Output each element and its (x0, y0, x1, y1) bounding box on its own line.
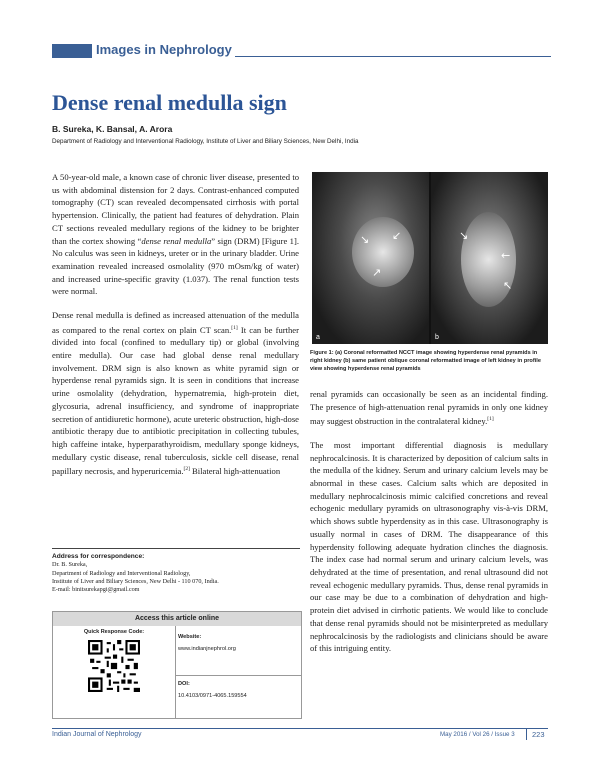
qr-label: Quick Response Code: (83, 629, 145, 635)
article-affiliation: Department of Radiology and Interventional Radiology, Institute of Liver and Biliary Sciences, New Delhi, India (52, 138, 359, 145)
body-paragraph-2 (52, 309, 299, 478)
body-paragraph-3 (310, 388, 548, 428)
footer-issue: May 2016 / Vol 26 / Issue 3 (440, 731, 515, 738)
correspondence-name: Dr. B. Sureka, (52, 561, 88, 569)
qr-column (53, 626, 176, 718)
website-link[interactable]: www.indianjnephrol.org (178, 646, 236, 652)
panel-letter-b: b (435, 334, 439, 341)
arrow-icon: ↗ (372, 266, 382, 279)
body-text-run: A 50-year-old male, a known case of chronic liver disease, presented to us with abdominal distension for 2 days. Contrast-enhanced computed tomography (CT) scan revealed decompensated cirrhosis with portal hypertension. Clinically, the patient had features of dehydration. Plain CT sections revealed medullary regions of the kidney to be brighter than the cortex showing “ (52, 172, 299, 246)
figure-panel-b (431, 172, 548, 344)
footer-page-number: 223 (532, 730, 545, 739)
body-column-right (310, 388, 548, 666)
body-paragraph-1 (52, 171, 299, 298)
correspondence-heading: Address for correspondence: (52, 553, 145, 560)
body-text-run: renal pyramids can occasionally be seen as an incidental finding. The presence of high-attenuation renal pyramids in only one kidney may suggest obstruction in the contralateral kidney. (310, 389, 548, 427)
arrow-icon: ↖ (503, 279, 513, 292)
body-italic-term: dense renal medulla (141, 235, 212, 246)
access-box-title: Access this article online (53, 612, 301, 626)
body-text-run: Dense renal medulla is defined as increased attenuation of the medulla as compared to the renal cortex on plain CT scan. (52, 310, 299, 335)
section-label: Images in Nephrology (96, 42, 232, 57)
arrow-icon: ↘ (360, 233, 370, 246)
section-rule (235, 56, 551, 57)
footer-separator (526, 729, 527, 740)
footer-rule (52, 728, 548, 729)
body-column-left (52, 171, 299, 489)
correspondence-email[interactable]: E-mail: binitsurekapgi@gmail.com (52, 586, 140, 594)
citation-ref[interactable]: [1] (231, 324, 238, 331)
article-authors: B. Sureka, K. Bansal, A. Arora (52, 124, 173, 134)
correspondence-line: Institute of Liver and Biliary Sciences, New Delhi - 110 070, India. (52, 577, 219, 585)
qr-code-icon[interactable] (88, 640, 140, 692)
section-color-bar (52, 44, 92, 58)
arrow-icon: ↘ (459, 229, 469, 242)
website-label: Website: (178, 634, 202, 640)
figure-1-image (312, 172, 548, 344)
correspondence-block (52, 553, 300, 594)
info-divider (175, 675, 301, 676)
body-text-run: Bilateral high-attenuation (189, 466, 281, 477)
citation-ref[interactable]: [1] (487, 416, 494, 423)
arrow-icon: ↙ (392, 229, 402, 242)
footer-journal: Indian Journal of Nephrology (52, 731, 142, 738)
body-text-run: ” sign (DRM) [Figure 1]. No calculus was seen in kidneys, ureter or in the urinary bladder. Urine examination revealed increased osmolality (970 mOsm/kg of water) and increased urine-specific gravity (1.037). The renal function tests were normal. (52, 235, 299, 297)
panel-letter-a: a (316, 334, 320, 341)
doi-label: DOI: (178, 681, 190, 687)
figure-caption: Figure 1: (a) Coronal reformatted NCCT image showing hyperdense renal pyramids in right kidney (b) same patient oblique coronal reformatted image of left kidney in profile view showing hyperdense renal pyramids (310, 350, 541, 373)
website-info (178, 634, 298, 652)
body-paragraph-4: The most important differential diagnosis is medullary nephrocalcinosis. It is characterized by deposition of calcium salts in the medulla of the kidney. Serum and urinary calcium levels may be abnormal in these cases. Calcium salts which are deposited in medullary nephrocalcinosis mimic calcified concretions and reveal echogenic medullary pyramids on ultrasonography vis-à-vis DRM, which shows subtle hyperdensity as in this case. Ultrasonography is usually normal in cases of DRM. The disappearance of this hyperdensity following adequate hydration clinches the diagnosis. The index case had normal serum and urinary calcium levels, was dehydrated at the time of presentation, and renal ultrasound did not reveal echogenic medullary pyramids. Thus, dense renal pyramids in our case may be due to a combination of dehydration and high-protein diet advised in cirrhotic patients. We would like to conclude that dense renal pyramids should not be misinterpreted as medullary nephrocalcinosis by the radiologists and clinicians should be aware of this intriguing entity. (310, 439, 548, 654)
doi-info (178, 681, 298, 699)
kidney-shape (352, 217, 414, 287)
access-online-box (52, 611, 302, 719)
figure-panel-a (312, 172, 429, 344)
correspondence-line: Department of Radiology and Interventional Radiology, (52, 569, 191, 577)
doi-link[interactable]: 10.4103/0971-4065.159554 (178, 693, 247, 699)
body-text-run: It can be further divided into focal (confined to medullary tip) or global (involving entire medulla). Our case had global dense renal medullary involvement. DRM sign is also known as white pyramid sign or hyperdense renal pyramids sign. It is seen in conditions that increase urine osmolality (dehydration, hypernatremia, high-protein diet, glycosuria, adrenal insufficiency, and syndrome of inappropriate secretion of antidiuretic hormone), acute ureteric obstruction, high-dose antibiotic therapy due to antibiotic precipitation in collecting tubules, high caffeine intake, hyperparathyroidism, medullary sponge kidneys, medullary cystic disease, renal tuberculosis, sickle cell disease, renal papillary necrosis, and hyperuricemia. (52, 324, 299, 477)
citation-ref[interactable]: [2] (183, 466, 190, 473)
article-title: Dense renal medulla sign (52, 90, 287, 115)
arrow-icon: ← (501, 249, 511, 262)
correspondence-rule (52, 548, 300, 549)
